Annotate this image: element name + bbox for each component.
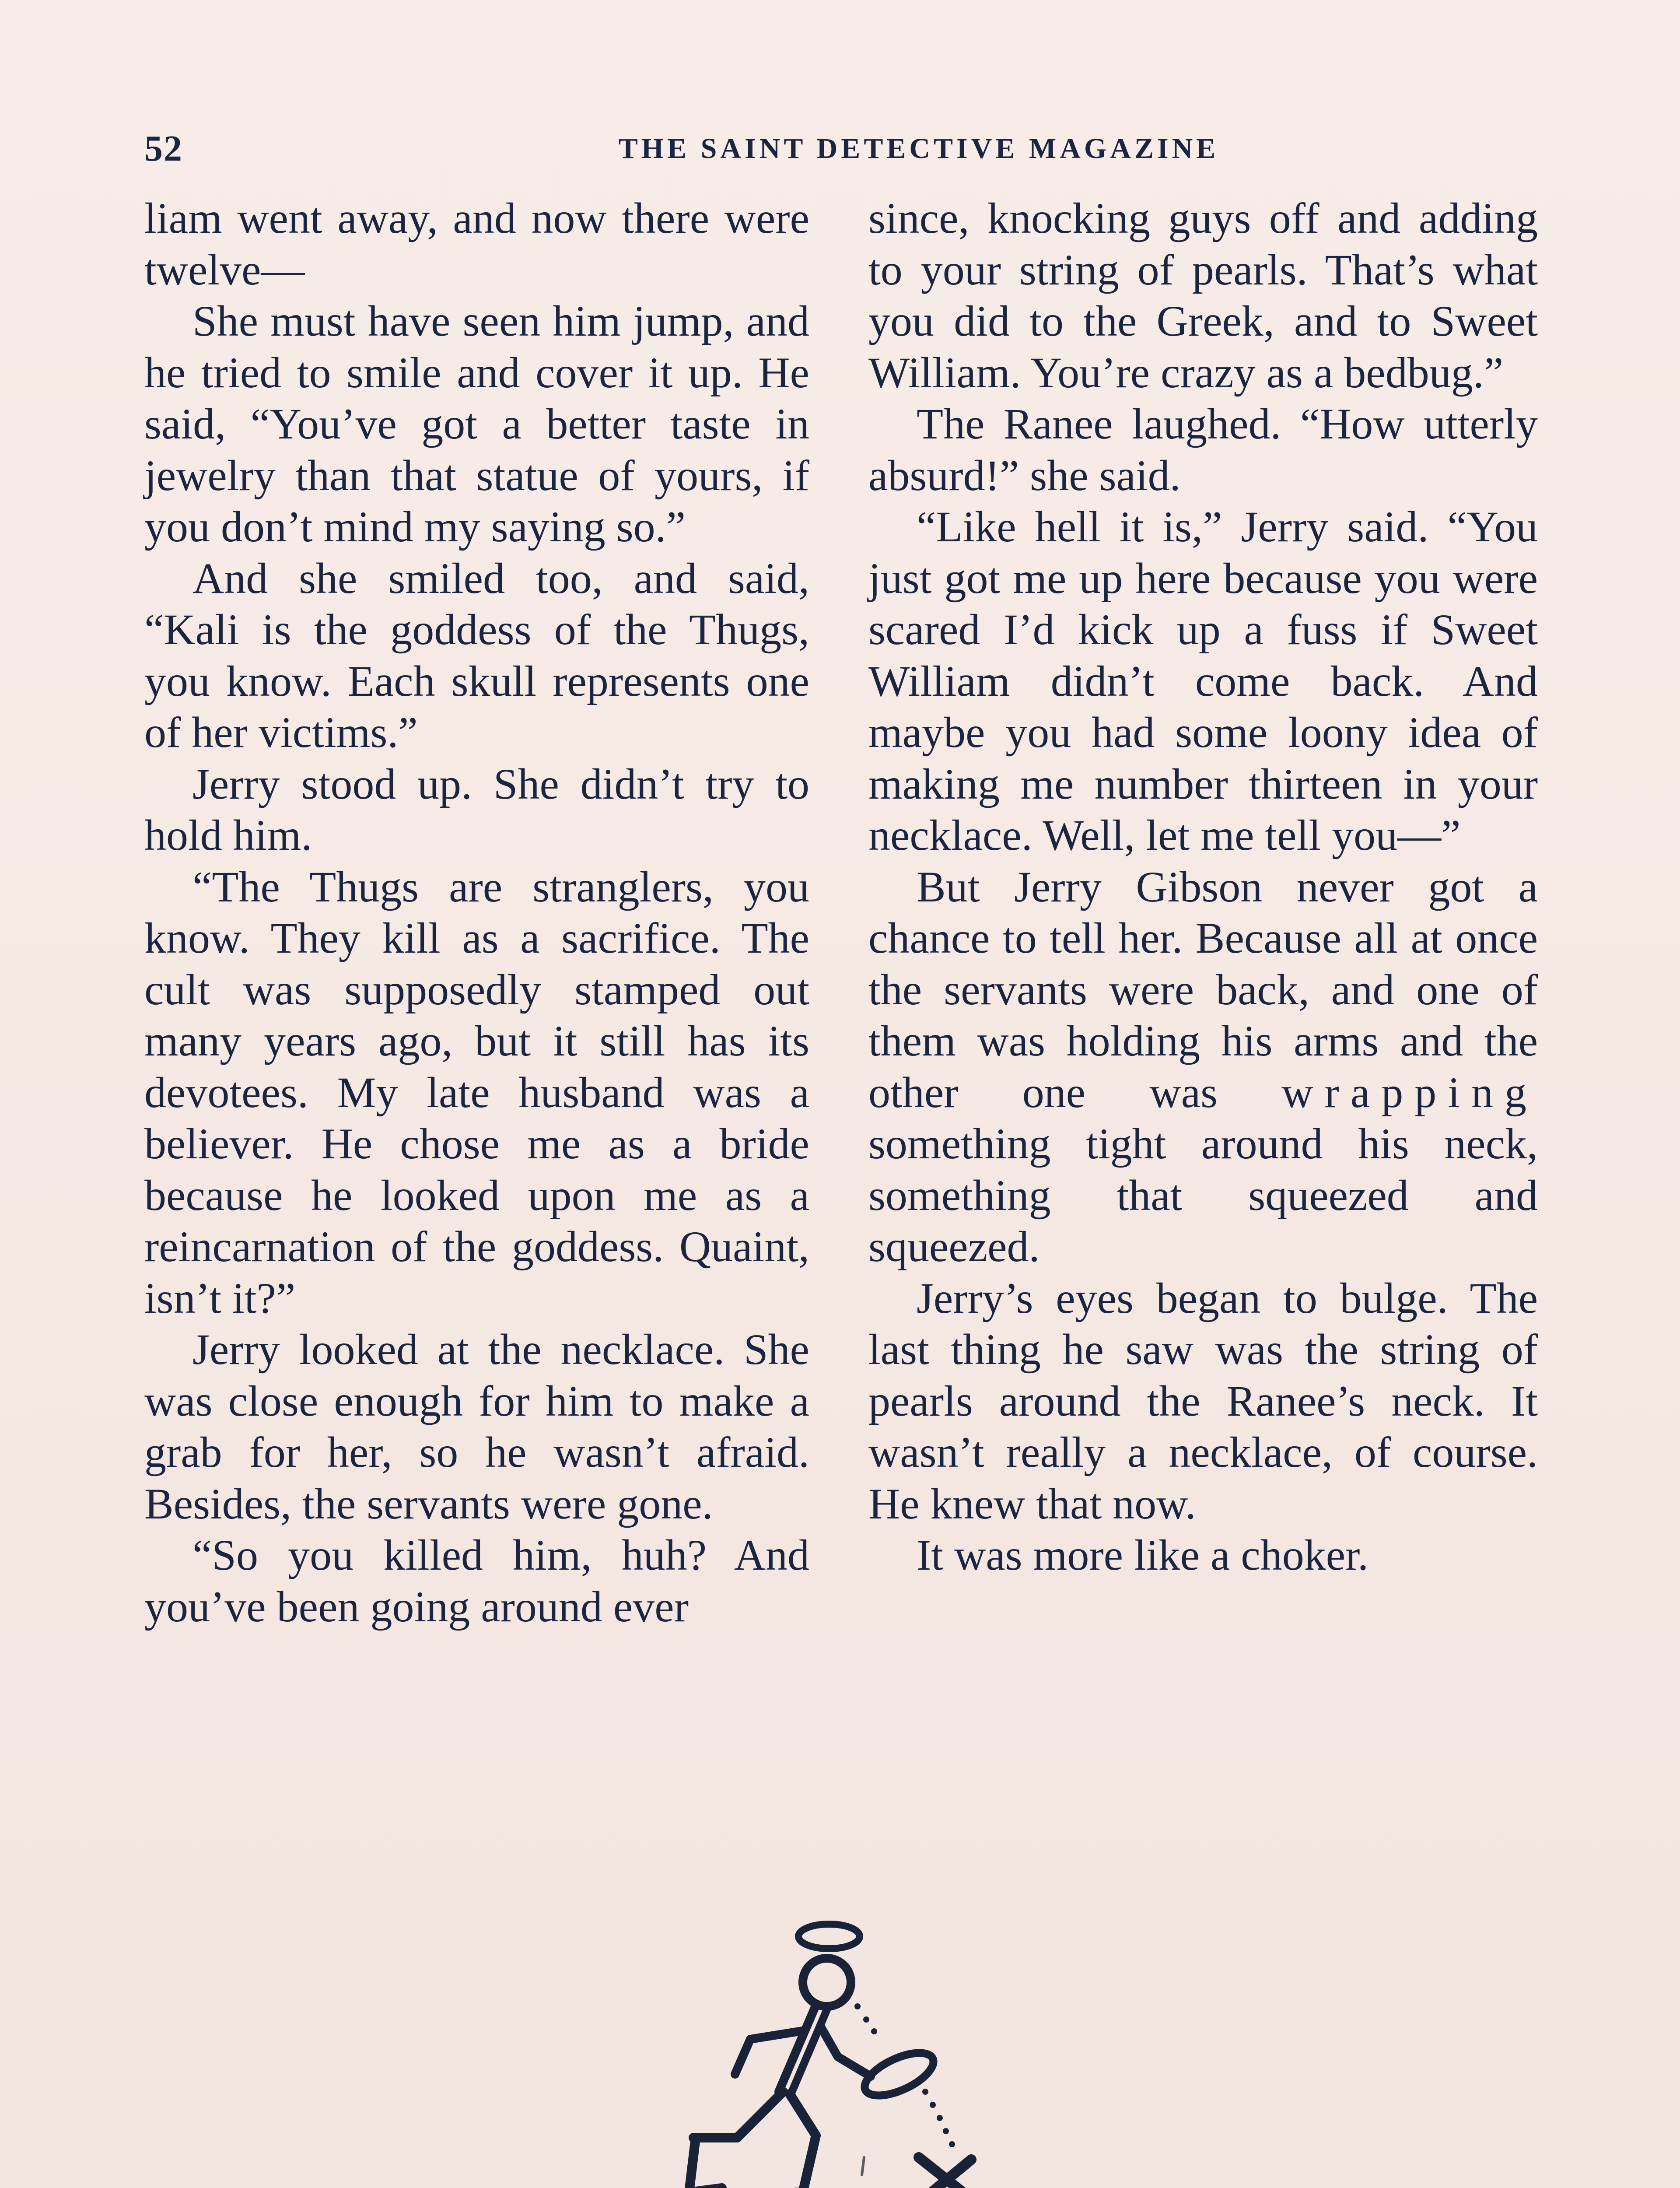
paragraph: [868, 861, 1538, 1273]
saint-stick-figure-icon: [665, 1912, 998, 2188]
paragraph: “Like hell it is,” Jerry said. “You just got me up here because you were scared I’d kick up a fuss if Sweet William didn’t come back. And maybe you had some loony idea of making me number thirteen in your necklace. Well, let me tell you—”: [868, 502, 1538, 859]
page-number: 52: [144, 128, 183, 169]
paragraph-text: But Jerry Gibson never got a chance to tell her. Because all at once the servants were back, and one of them was holding his arms and the other one was: [868, 862, 1538, 1117]
text-column-right: [868, 193, 1538, 1581]
paragraph: “The Thugs are stranglers, you know. They kill as a sacrifice. The cult was supposedly stamped out many years ago, but it still has its devotees. My late husband was a believer. He chose me as a bride because he looked upon me as a reincarnation of the goddess. Quaint, isn’t it?”: [144, 862, 809, 1322]
paragraph: “So you killed him, huh? And you’ve been going around ever: [144, 1531, 809, 1631]
running-head: THE SAINT DETECTIVE MAGAZINE: [618, 133, 1219, 165]
page-header: [144, 123, 1558, 175]
paragraph: The Ranee laughed. “How utterly absurd!” she said.: [868, 400, 1538, 500]
paragraph: She must have seen him jump, and he tried to smile and cover it up. He said, “You’ve got a better taste in jewelry than that statue of yours, if you don’t mind my saying so.”: [144, 297, 809, 551]
paragraph: liam went away, and now there were twelve—: [144, 194, 809, 294]
text-column-left: [144, 193, 809, 1632]
paragraph: It was more like a choker.: [917, 1531, 1368, 1579]
paragraph: Jerry’s eyes began to bulge. The last thing he saw was the string of pearls around the Ranee’s neck. It wasn’t really a necklace, of course. He knew that now.: [868, 1273, 1538, 1528]
paragraph: Jerry stood up. She didn’t try to hold him.: [144, 759, 809, 859]
paragraph-text: something tight around his neck, something that squeezed and squeezed.: [868, 1119, 1538, 1271]
paragraph: Jerry looked at the necklace. She was close enough for him to make a grab for her, so he wasn’t afraid. Besides, the servants were gone.: [144, 1325, 809, 1528]
paragraph: And she smiled too, and said, “Kali is the goddess of the Thugs, you know. Each skull represents one of her victims.”: [144, 554, 809, 757]
letterspaced-word: wrapping: [1281, 1068, 1538, 1117]
paragraph: since, knocking guys off and adding to your string of pearls. That’s what you did to the Greek, and to Sweet William. You’re crazy as a bedbug.”: [868, 194, 1538, 397]
